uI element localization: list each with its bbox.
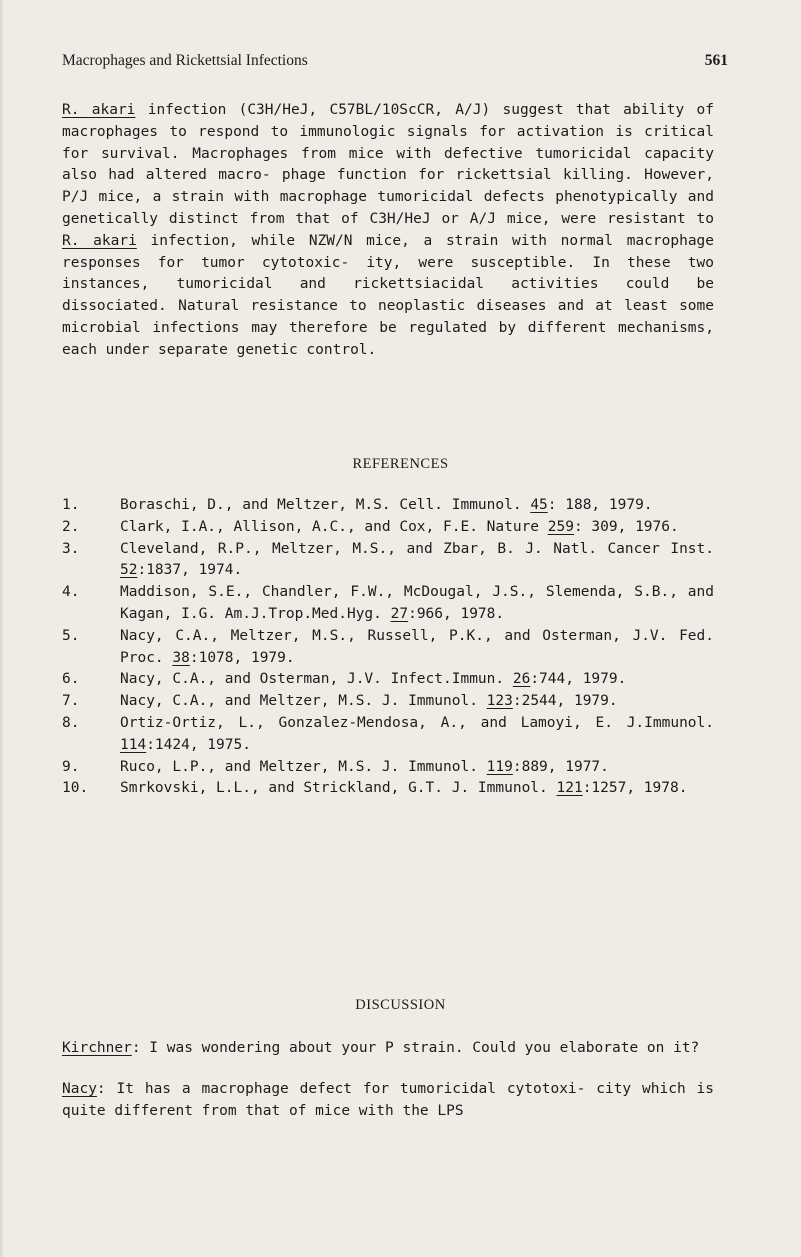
reference-number: 6. [62, 671, 80, 688]
reference-text: Nacy, C.A., Meltzer, M.S., Russell, P.K., and Osterman, J.V. Fed. Proc. 38:1078, 1979. [120, 627, 714, 666]
speaker-name: Kirchner [62, 1040, 132, 1056]
reference-item [62, 517, 714, 539]
volume-number: 121 [556, 780, 583, 797]
reference-text: Maddison, S.E., Chandler, F.W., McDougal, J.S., Slemenda, S.B., and Kagan, I.G. Am.J.Trop.Med.Hyg. 27:966, 1978. [120, 584, 714, 622]
volume-number: 45 [530, 497, 548, 513]
volume-number: 114 [120, 736, 147, 753]
body-text-segment: infection (C3H/HeJ, C57BL/10ScCR, A/J) suggest that ability of macrophages to respond to immunologic signals for activation is critical for survival. Macrophages from mice with defective tumoricidal capacity also had altered macro- phage function for rickettsial killing. However, P/J mice, a strain with macrophage tumoricidal defects phenotypically and genetically distinct from that of C3H/HeJ or A/J mice, were resistant to [62, 102, 714, 227]
reference-number: 1. [62, 497, 80, 513]
discussion-text: : I was wondering about your P strain. Could you elaborate on it? [131, 1040, 700, 1056]
reference-item [62, 778, 714, 800]
species-name: R. akari [62, 102, 136, 118]
volume-number: 52 [120, 562, 138, 579]
references-heading: REFERENCES [352, 456, 449, 472]
reference-item [62, 582, 714, 626]
body-paragraph-text [62, 100, 714, 362]
page-number: 561 [704, 52, 728, 69]
discussion-heading: DISCUSSION [355, 997, 446, 1013]
reference-item [62, 691, 714, 713]
reference-text: Smrkovski, L.L., and Strickland, G.T. J. Immunol. 121:1257, 1978. [120, 780, 688, 797]
reference-item [62, 626, 714, 670]
reference-item [62, 669, 714, 691]
volume-number: 123 [486, 693, 513, 710]
reference-item [62, 757, 714, 779]
reference-text: Boraschi, D., and Meltzer, M.S. Cell. Immunol. 45: 188, 1979. [120, 497, 653, 513]
reference-number: 7. [62, 693, 80, 710]
volume-number: 27 [390, 605, 409, 622]
reference-number: 5. [62, 627, 80, 644]
reference-number: 3. [62, 540, 80, 557]
discussion-section [62, 1038, 714, 1141]
volume-number: 119 [486, 758, 513, 775]
species-name: R. akari [62, 232, 137, 249]
reference-number: 10. [62, 780, 89, 797]
reference-item [62, 495, 714, 517]
volume-number: 26 [512, 671, 531, 688]
body-text-segment: infection, while NZW/N mice, a strain with normal macrophage responses for tumor cytotoxic- ity, were susceptible. In these two instances, tumoricidal and rickettsiacidal activities could be dissociated. Natural resistance to neoplastic diseases and at least some microbial infections may therefore be regulated by different mechanisms, each under separate genetic control. [62, 232, 715, 358]
body-paragraph [62, 100, 714, 362]
reference-text: Ruco, L.P., and Meltzer, M.S. J. Immunol. 119:889, 1977. [120, 758, 609, 775]
reference-number: 4. [62, 584, 80, 601]
discussion-entry [62, 1079, 714, 1123]
speaker-name: Nacy [62, 1080, 97, 1097]
volume-number: 38 [172, 649, 190, 666]
reference-text: Ortiz-Ortiz, L., Gonzalez-Mendosa, A., and Lamoyi, E. J.Immunol. 114:1424, 1975. [120, 714, 714, 753]
reference-text: Cleveland, R.P., Meltzer, M.S., and Zbar, B. J. Natl. Cancer Inst. 52:1837, 1974. [120, 540, 714, 579]
reference-text: Clark, I.A., Allison, A.C., and Cox, F.E. Nature 259: 309, 1976. [120, 518, 679, 535]
reference-list [62, 495, 714, 800]
running-title: Macrophages and Rickettsial Infections [62, 52, 308, 69]
reference-number: 8. [62, 714, 80, 731]
volume-number: 259 [547, 518, 574, 535]
reference-text: Nacy, C.A., and Meltzer, M.S. J. Immunol. 123:2544, 1979. [120, 693, 618, 710]
scan-shadow-edge [0, 0, 4, 1257]
reference-item [62, 713, 714, 757]
discussion-text: : It has a macrophage defect for tumoricidal cytotoxi- city which is quite different from that of mice with the LPS [62, 1080, 714, 1119]
page-header [62, 52, 730, 74]
reference-number: 2. [62, 518, 80, 535]
reference-text: Nacy, C.A., and Osterman, J.V. Infect.Immun. 26:744, 1979. [120, 671, 627, 688]
reference-number: 9. [62, 758, 80, 775]
reference-item [62, 539, 714, 583]
discussion-entry [62, 1038, 714, 1060]
